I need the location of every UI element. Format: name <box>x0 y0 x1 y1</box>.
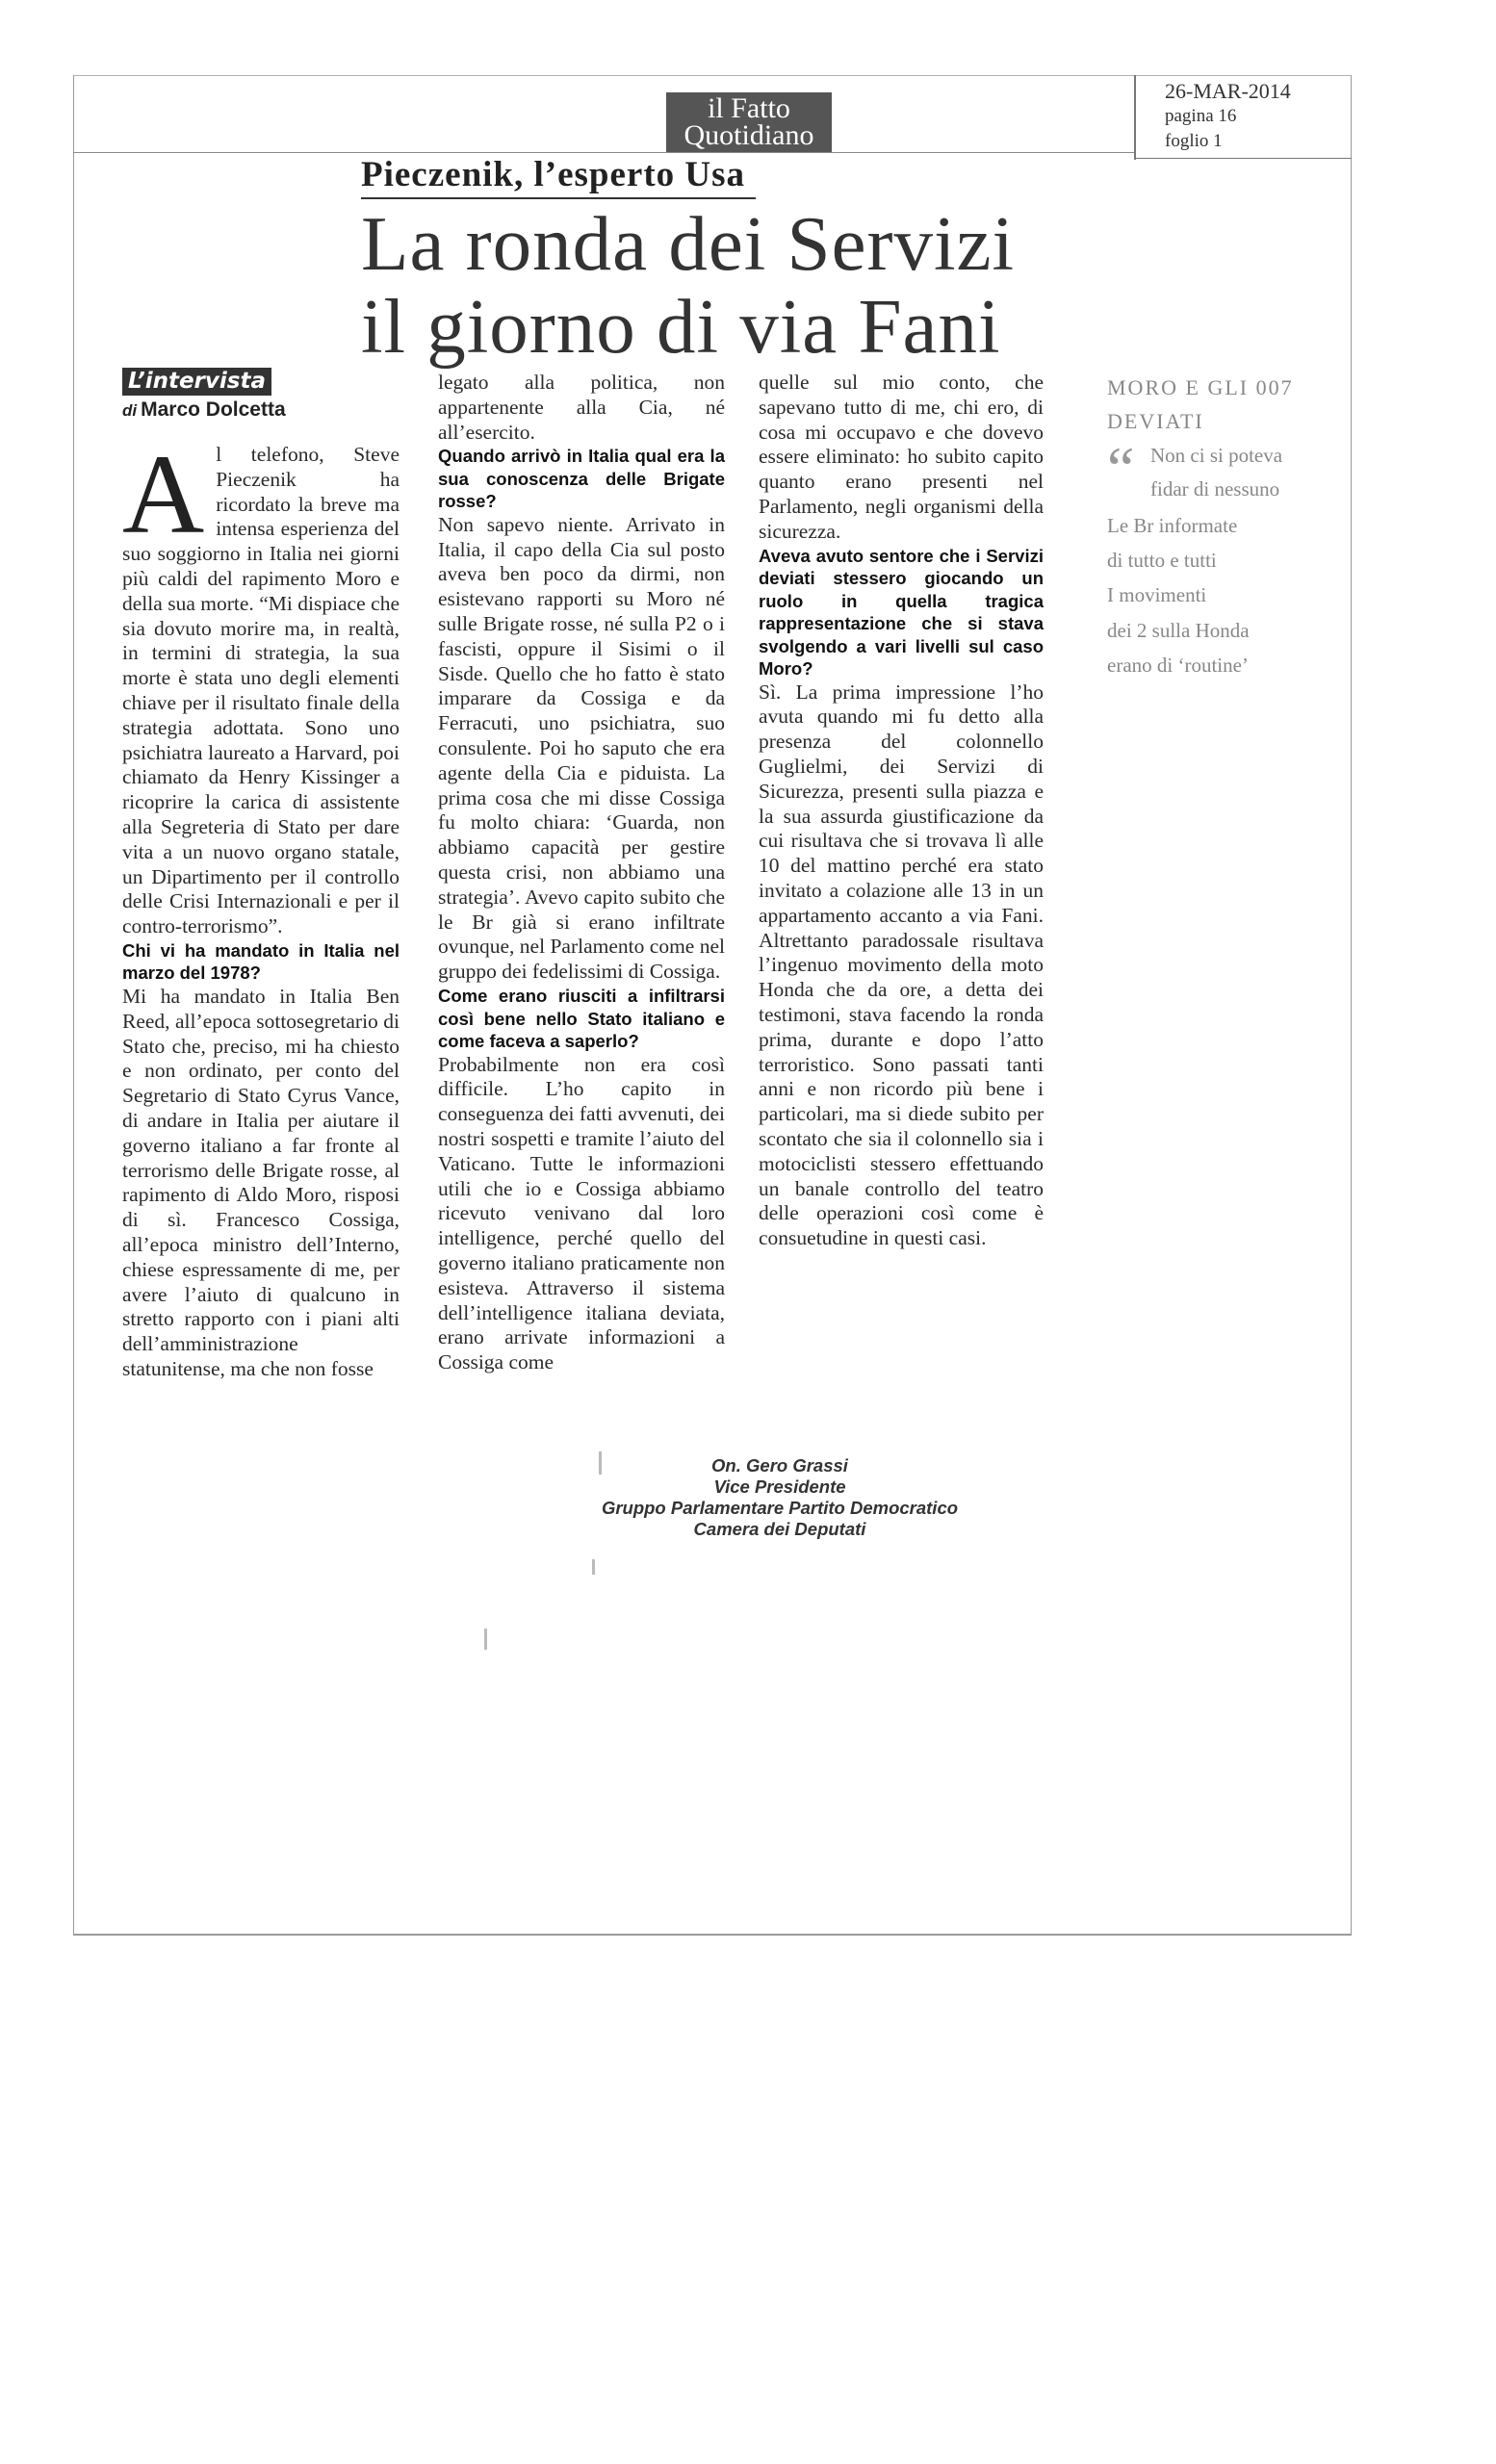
answer-3-continued: quelle sul mio conto, che sapevano tutto di me, chi ero, di cosa mi occupavo e che dovevo essere eliminato: ho subito capito quanto erano presenti nel Parlamento, negli organismi della sicurezza. <box>759 371 1044 543</box>
sheet-number: foglio 1 <box>1165 131 1223 151</box>
date-box <box>1134 75 1352 160</box>
article-column-3 <box>759 371 1044 1251</box>
intro-text: l telefono, Steve Pieczenik ha ricordato la breve ma intensa esperienza del suo soggiorno in Italia nei giorni più caldi del rapimento Moro e della sua morte. “Mi dispiace che sia dovuto morire ma, in realtà, in termini di strategia, la sua morte è stata uno degli elementi chiave per il risultato finale della strategia adottata. Sono uno psichiatra laureato a Harvard, poi chiamato da Henry Kissinger a ricoprire la carica di assistente alla Segreteria di Stato per dare vita a un nuovo organo statale, un Dipartimento per il controllo delle Crisi Internazionali e per il contro-terrorismo”. <box>122 443 400 938</box>
byline-author: Marco Dolcetta <box>141 398 286 421</box>
quote-mark-icon: “ <box>1107 434 1135 502</box>
byline-prefix: di <box>122 401 138 420</box>
byline <box>122 398 286 422</box>
header-rule <box>73 152 1134 153</box>
stamp-mark <box>592 1559 595 1575</box>
answer-3: Probabilmente non era così difficile. L’ho capito in conseguenza dei fatti avvenuti, dei nostri sospetti e tramite l’aiuto del Vaticano. Tutte le informazioni utili che io e Cossiga abbiamo ricevuto venivano dal loro intelligence, perché quello del governo italiano praticamente non esisteva. Attraverso il sistema dell’intelligence italiana deviata, erano arrivate informazioni a Cossiga come <box>438 1052 725 1374</box>
logo-line-1: il Fatto <box>708 92 790 124</box>
sidebar-title-1: MORO E GLI 007 <box>1107 375 1294 399</box>
sidebar-quote-line-4: di tutto e tutti <box>1107 549 1217 572</box>
drop-cap: A <box>122 431 205 557</box>
headline-line-2: il giorno di via Fani <box>361 283 1001 370</box>
question-4: Aveva avuto sentore che i Servizi deviati stessero giocando un ruolo in quella tragica rappresentazione che si stava svolgendo a vari livelli sul caso Moro? <box>759 545 1044 680</box>
sidebar-quote-line-6: dei 2 sulla Honda <box>1107 619 1250 642</box>
date-box-rule <box>1136 158 1352 159</box>
sidebar-quote-line-7: erano di ‘routine’ <box>1107 654 1249 677</box>
signature-chamber: Camera dei Deputati <box>693 1519 866 1539</box>
answer-1: Mi ha mandato in Italia Ben Reed, all’epoca sottosegretario di Stato che, preciso, mi ha chiesto e non ordinato, per conto del Segretario di Stato Cyrus Vance, di andare in Italia per aiutare il governo italiano a far fronte al terrorismo delle Brigate rosse, al rapimento di Aldo Moro, risposi di sì. Francesco Cossiga, all’epoca ministro dell’Interno, chiese espressamente di me, per avere l’aiuto di qualcuno in stretto rapporto con i piani alti dell’amministrazione statunitense, ma che non fosse <box>122 984 400 1380</box>
answer-2: Non sapevo niente. Arrivato in Italia, il capo della Cia sul posto aveva ben poco da dirmi, non esistevano rapporti su Moro né sulle Brigate rosse, né sulla P2 o i fascisti, oppure il Sisimi o il Sisde. Quello che ho fatto è stato imparare da Cossiga e da Ferracuti, uno psichiatra, suo consulente. Poi ho saputo che era agente della Cia e piduista. La prima cosa che mi disse Cossiga fu molto chiara: ‘Guarda, non abbiamo capacità per gestire questa crisi, non abbiamo una strategia’. Avevo capito subito che le Br già si erano infiltrate ovunque, nel Parlamento come nel gruppo dei fedelissimi di Cossiga. <box>438 512 725 984</box>
logo-line-2: Quotidiano <box>684 119 814 151</box>
question-3: Come erano riusciti a infiltrarsi così bene nello Stato italiano e come faceva a saperlo? <box>438 986 725 1052</box>
rubric-badge: L’intervista <box>122 368 271 396</box>
sidebar-title-2: DEVIATI <box>1107 409 1204 433</box>
answer-4: Sì. La prima impressione l’ho avuta quando mi fu detto alla presenza del colonnello Guglielmi, dei Servizi di Sicurezza, presenti sulla piazza e la sua assurda giustificazione da cui risultava che si trovava lì alle 10 del mattino perché era stato invitato a colazione alle 13 in un appartamento accanto a via Fani. Altrettanto paradossale risultava l’ingenuo movimento della moto Honda che da ore, a detta dei testimoni, stava facendo la ronda prima, durante e dopo l’atto terroristico. Sono passati tanti anni e non ricordo più bene i particolari, ma si diede subito per scontato che sia il colonnello sia i motociclisti stessero effettuando un banale controllo del teatro delle operazioni così come è consuetudine in questi casi. <box>759 680 1044 1250</box>
intro-paragraph <box>122 431 400 939</box>
date: 26-MAR-2014 <box>1165 79 1291 103</box>
signature-name: On. Gero Grassi <box>711 1455 848 1476</box>
answer-1-continued: legato alla politica, non appartenente alla Cia, né all’esercito. <box>438 371 725 444</box>
sidebar-quote-line-5: I movimenti <box>1107 583 1207 606</box>
sidebar-quote-line-1: Non ci si poteva <box>1150 444 1283 467</box>
question-1: Chi vi ha mandato in Italia nel marzo del 1978? <box>122 939 400 984</box>
page-number: pagina 16 <box>1165 106 1237 126</box>
signature-group: Gruppo Parlamentare Partito Democratico <box>601 1498 959 1518</box>
newspaper-logo <box>666 92 832 152</box>
stamp-mark <box>484 1629 487 1650</box>
stamp-mark <box>599 1451 602 1475</box>
question-2: Quando arrivò in Italia qual era la sua conoscenza delle Brigate rosse? <box>438 446 725 512</box>
article-column-1 <box>122 431 400 1382</box>
article-kicker: Pieczenik, l’esperto Usa <box>361 154 756 199</box>
headline-line-1: La ronda dei Servizi <box>361 200 1015 287</box>
article-column-2 <box>438 371 725 1375</box>
signature-role: Vice Presidente <box>713 1476 846 1497</box>
sidebar-quote-line-2: fidar di nessuno <box>1150 477 1280 500</box>
signature-block <box>539 1455 1020 1540</box>
sidebar-quote-line-3: Le Br informate <box>1107 514 1238 537</box>
sidebar-box <box>1107 371 1314 677</box>
